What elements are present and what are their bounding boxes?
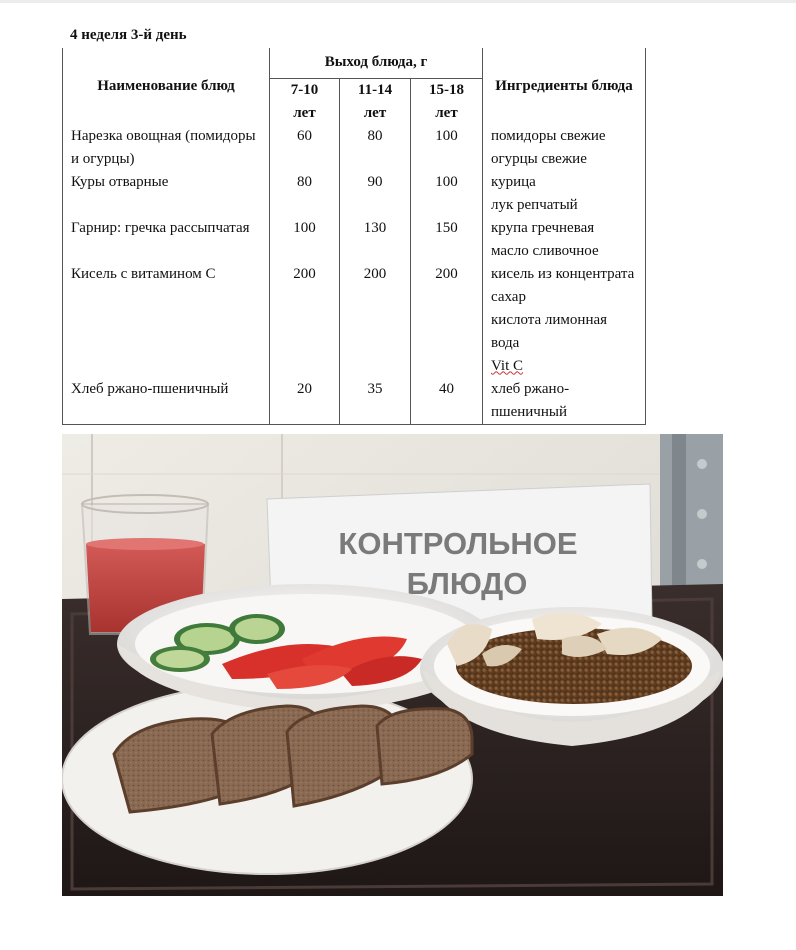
dish-name-cell: [63, 309, 270, 332]
yield-7-10-cell: 20: [270, 378, 340, 425]
dish-name-cell: Хлеб ржано-пшеничный: [63, 378, 270, 425]
header-yield: Выход блюда, г: [270, 48, 483, 78]
yield-7-10-cell: [270, 309, 340, 332]
yield-7-10-cell: [270, 355, 340, 378]
ingredient-cell: крупа гречневая: [483, 217, 646, 240]
ingredient-cell: хлеб ржано-пшеничный: [483, 378, 646, 425]
table-row: [63, 148, 646, 171]
yield-11-14-cell: [340, 148, 411, 171]
table-row: [63, 240, 646, 263]
table-row: [63, 125, 646, 148]
yield-11-14-cell: 90: [340, 171, 411, 194]
table-row: [63, 171, 646, 194]
ingredient-cell: масло сливочное: [483, 240, 646, 263]
dish-name-cell: [63, 194, 270, 217]
yield-11-14-cell: [340, 332, 411, 355]
table-row: [63, 378, 646, 425]
yield-11-14-cell: 200: [340, 263, 411, 286]
yield-7-10-cell: [270, 148, 340, 171]
dish-name-cell: [63, 332, 270, 355]
yield-7-10-cell: 60: [270, 125, 340, 148]
ingredient-cell: сахар: [483, 286, 646, 309]
dish-name-cell: Кисель с витамином С: [63, 263, 270, 286]
yield-11-14-cell: [340, 286, 411, 309]
ingredient-cell: кислота лимонная: [483, 309, 646, 332]
ingredient-cell: [483, 355, 646, 378]
dish-name-cell: Нарезка овощная (помидоры: [63, 125, 270, 148]
table-row: [63, 194, 646, 217]
menu-table: [62, 48, 646, 425]
ingredient-cell: огурцы свежие: [483, 148, 646, 171]
ingredient-cell: лук репчатый: [483, 194, 646, 217]
yield-15-18-cell: 40: [411, 378, 483, 425]
dish-name-cell: Куры отварные: [63, 171, 270, 194]
yield-7-10-cell: [270, 286, 340, 309]
menu-table-body: [63, 125, 646, 425]
yield-7-10-cell: 200: [270, 263, 340, 286]
table-row: [63, 355, 646, 378]
page-heading: 4 неделя 3-й день: [70, 27, 187, 43]
yield-11-14-cell: [340, 309, 411, 332]
dish-name-cell: [63, 240, 270, 263]
yield-11-14-cell: [340, 194, 411, 217]
yield-7-10-cell: [270, 332, 340, 355]
dish-name-cell: Гарнир: гречка рассыпчатая: [63, 217, 270, 240]
ingredient-cell: вода: [483, 332, 646, 355]
header-ingredients: Ингредиенты блюда: [483, 48, 646, 125]
ingredient-cell: курица: [483, 171, 646, 194]
control-dish-photo: [62, 434, 723, 896]
header-dish-name: Наименование блюд: [63, 48, 270, 125]
table-row: [63, 217, 646, 240]
yield-15-18-cell: [411, 309, 483, 332]
header-age-15-18: 15-18 лет: [411, 78, 483, 125]
yield-15-18-cell: [411, 286, 483, 309]
yield-7-10-cell: [270, 194, 340, 217]
yield-11-14-cell: 35: [340, 378, 411, 425]
ingredient-cell: кисель из концентрата: [483, 263, 646, 286]
page-top-border: [0, 0, 796, 3]
yield-15-18-cell: 150: [411, 217, 483, 240]
sign-line-1: КОНТРОЛЬНОЕ: [338, 526, 578, 561]
yield-15-18-cell: 200: [411, 263, 483, 286]
dish-name-cell: [63, 355, 270, 378]
ingredient-cell: помидоры свежие: [483, 125, 646, 148]
yield-7-10-cell: 100: [270, 217, 340, 240]
yield-7-10-cell: [270, 240, 340, 263]
yield-11-14-cell: 130: [340, 217, 411, 240]
table-row: [63, 263, 646, 286]
vit-c-text: Vit C: [491, 357, 524, 374]
yield-15-18-cell: [411, 148, 483, 171]
dish-name-cell: и огурцы): [63, 148, 270, 171]
header-age-7-10: 7-10 лет: [270, 78, 340, 125]
table-row: [63, 309, 646, 332]
yield-11-14-cell: 80: [340, 125, 411, 148]
yield-11-14-cell: [340, 240, 411, 263]
yield-15-18-cell: [411, 194, 483, 217]
yield-15-18-cell: 100: [411, 171, 483, 194]
yield-15-18-cell: 100: [411, 125, 483, 148]
table-row: [63, 286, 646, 309]
yield-15-18-cell: [411, 240, 483, 263]
yield-11-14-cell: [340, 355, 411, 378]
dish-name-cell: [63, 286, 270, 309]
sign-line-2: БЛЮДО: [406, 566, 528, 601]
yield-15-18-cell: [411, 355, 483, 378]
header-age-11-14: 11-14 лет: [340, 78, 411, 125]
table-row: [63, 332, 646, 355]
yield-15-18-cell: [411, 332, 483, 355]
yield-7-10-cell: 80: [270, 171, 340, 194]
